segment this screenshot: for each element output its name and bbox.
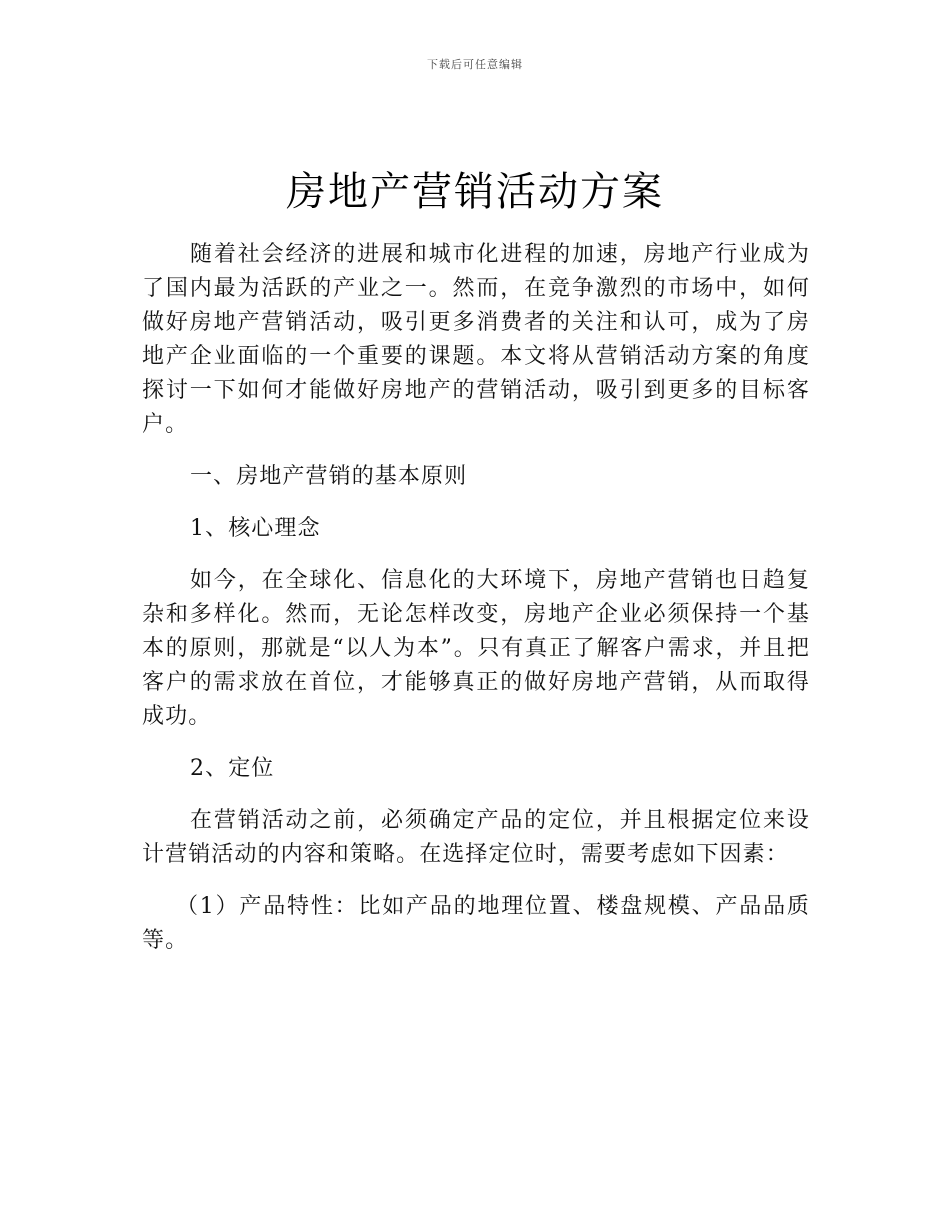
document-body [142, 238, 810, 976]
document-title: 房地产营销活动方案 [286, 169, 664, 215]
intro-paragraph: 随着社会经济的进展和城市化进程的加速，房地产行业成为了国内最为活跃的产业之一。然而，在竞争激烈的市场中，如何做好房地产营销活动，吸引更多消费者的关注和认可，成为了房地产企业面临的一个重要的课题。本文将从营销活动方案的角度探讨一下如何才能做好房地产的营销活动，吸引到更多的目标客户。 [142, 242, 810, 437]
section-heading-principles: 一、房地产营销的基本原则 [190, 464, 468, 489]
core-concept-paragraph: 如今，在全球化、信息化的大环境下，房地产营销也日趋复杂和多样化。然而，无论怎样改变，房地产企业必须保持一个基本的原则，那就是“以人为本”。只有真正了解客户需求，并且把客户的需求放在首位，才能够真正的做好房地产营销，从而取得成功。 [142, 568, 810, 729]
subsection-heading-core-concept: 1、核心理念 [190, 516, 321, 541]
header-note: 下载后可任意编辑 [427, 58, 523, 71]
list-item-product-features: （1）产品特性：比如产品的地理位置、楼盘规模、产品品质等。 [142, 894, 810, 953]
subsection-heading-positioning: 2、定位 [190, 756, 275, 781]
positioning-paragraph: 在营销活动之前，必须确定产品的定位，并且根据定位来设计营销活动的内容和策略。在选择定位时，需要考虑如下因素： [142, 808, 810, 867]
